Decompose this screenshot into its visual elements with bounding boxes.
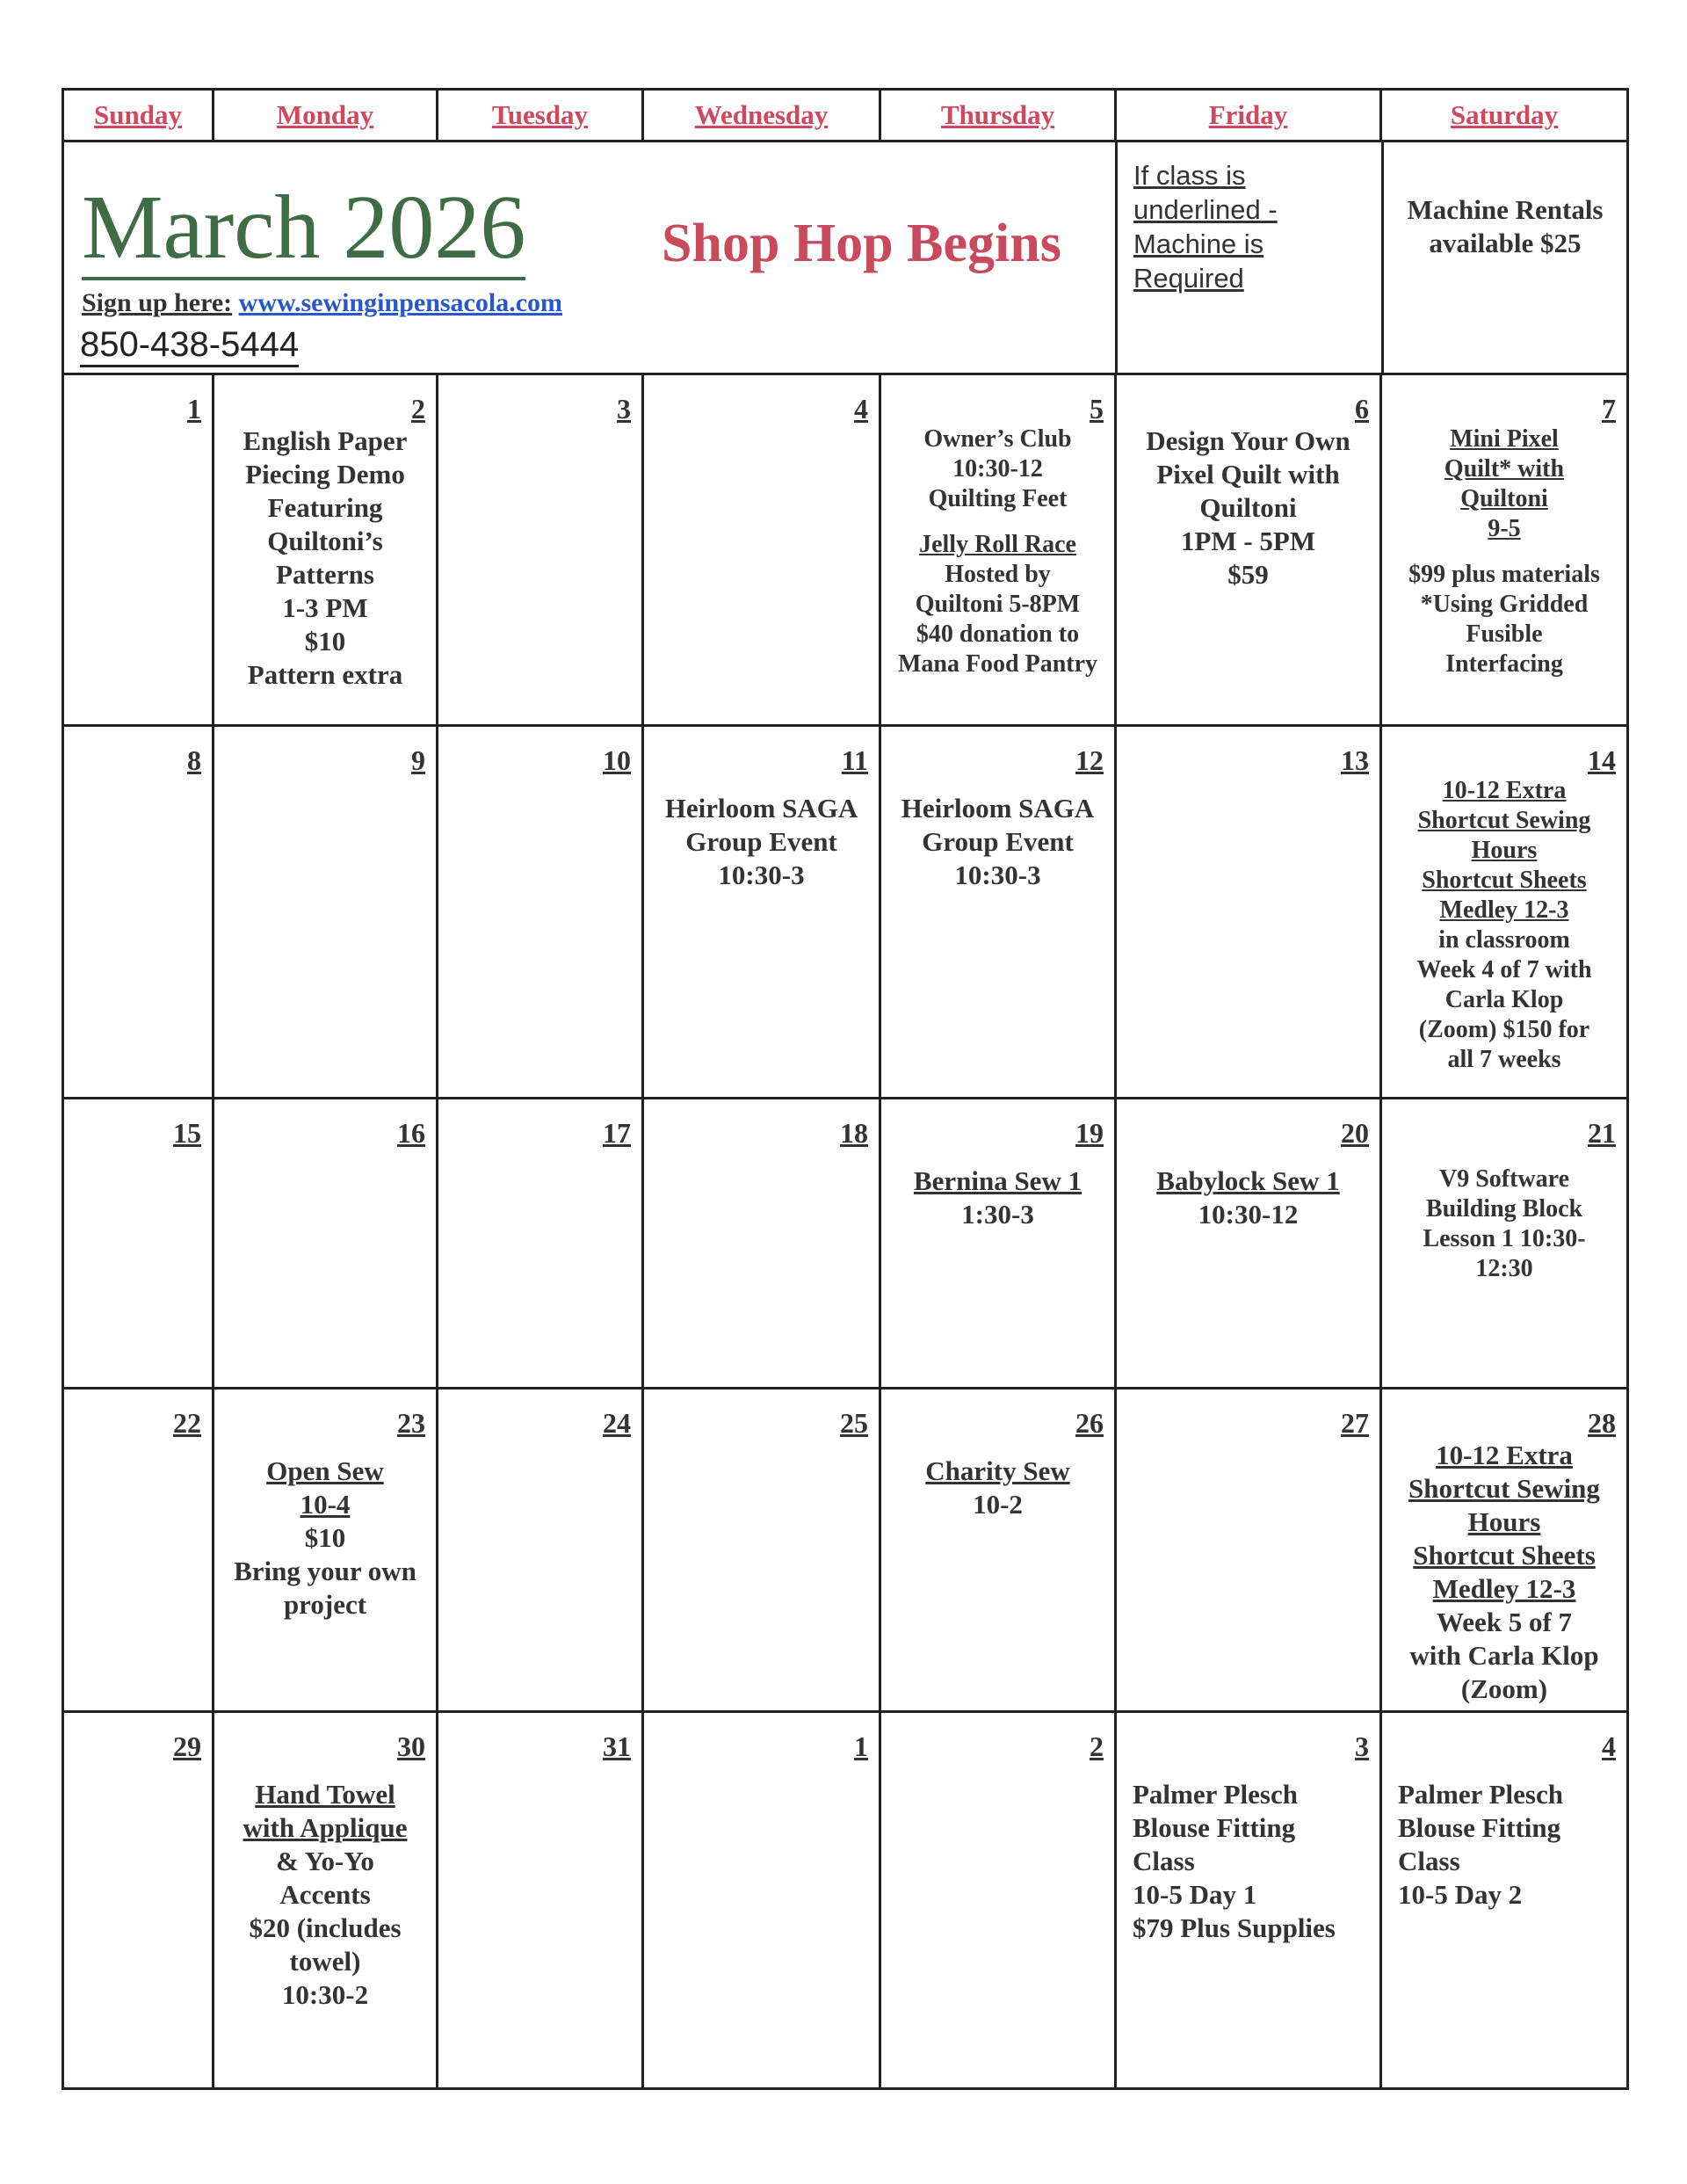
event-line: Featuring	[267, 492, 383, 523]
event-line: Mini Pixel	[1450, 425, 1559, 453]
event-line: Building Block	[1425, 1195, 1583, 1223]
spacer	[887, 1439, 1109, 1455]
event-line: all 7 weeks	[1447, 1046, 1561, 1073]
spacer	[220, 1762, 431, 1778]
month-title: March 2026	[82, 182, 525, 280]
event-line: Class	[1398, 1846, 1460, 1876]
shop-hop-heading: Shop Hop Begins	[662, 214, 1061, 273]
day-cell	[64, 1713, 214, 2089]
weekday-saturday: Saturday	[1450, 99, 1559, 130]
event-line: Quilt* with	[1444, 455, 1565, 483]
note-line: Required	[1133, 263, 1244, 294]
event-line: Week 5 of 7	[1436, 1607, 1573, 1637]
event-line: Group Event	[685, 826, 837, 857]
signup-link[interactable]: www.sewinginpensacola.com	[238, 288, 563, 317]
event-text	[220, 1439, 431, 1622]
day-cell	[1382, 727, 1626, 1099]
event-line: Pixel Quilt with	[1156, 459, 1340, 490]
event-line: Piecing Demo	[245, 459, 405, 490]
event-text	[1122, 1149, 1374, 1231]
day-cell	[214, 1713, 438, 2089]
phone-number: 850-438-5444	[80, 325, 299, 367]
event-line: Charity Sew	[925, 1455, 1070, 1486]
spacer	[649, 776, 873, 792]
event-line: $59	[1227, 559, 1269, 590]
day-cell	[1117, 727, 1382, 1099]
day-cell	[64, 375, 214, 727]
day-number: 19	[1075, 1117, 1104, 1149]
event-line: Week 4 of 7 with	[1416, 956, 1592, 983]
event-text	[1387, 1439, 1621, 1706]
day-cell	[1117, 1713, 1382, 2089]
event-line: Quiltoni	[1460, 485, 1548, 512]
event-line: Mana Food Pantry	[897, 650, 1098, 678]
event-line: $99 plus materials	[1408, 561, 1600, 588]
signup-label: Sign up here:	[82, 288, 233, 317]
day-cell	[644, 1713, 881, 2089]
event-text	[1133, 1762, 1374, 1945]
event-line: Owner’s Club	[923, 425, 1072, 453]
note-line: underlined -	[1133, 194, 1278, 225]
day-cell	[438, 1713, 644, 2089]
event-line: Palmer Plesch	[1398, 1779, 1563, 1810]
calendar	[62, 88, 1629, 2090]
day-number: 11	[841, 744, 868, 776]
note-line: If class is	[1133, 160, 1246, 191]
event-text	[887, 1149, 1109, 1231]
day-number: 12	[1075, 744, 1104, 776]
day-number: 14	[1588, 744, 1616, 776]
event-text	[887, 1439, 1109, 1521]
day-number: 21	[1588, 1117, 1616, 1149]
day-cell	[881, 1713, 1117, 2089]
event-line: 10-12 Extra	[1442, 777, 1567, 804]
event-line: 10-4	[300, 1489, 351, 1520]
spacer	[1398, 1762, 1621, 1778]
event-line: 12:30	[1475, 1255, 1533, 1282]
event-line: $10	[304, 626, 346, 657]
day-number: 13	[1341, 744, 1369, 776]
event-line: Quiltoni	[1199, 492, 1297, 523]
event-line: (Zoom) $150 for	[1418, 1016, 1590, 1043]
day-number: 8	[187, 744, 201, 776]
event-text	[220, 1762, 431, 2012]
day-number: 1	[187, 393, 201, 424]
event-text	[1387, 1149, 1621, 1284]
event-line: Bring your own	[234, 1556, 416, 1586]
day-number: 18	[840, 1117, 868, 1149]
day-cell	[214, 1389, 438, 1713]
spacer	[1387, 544, 1621, 560]
event-line: 1:30-3	[961, 1199, 1034, 1230]
day-number: 1	[854, 1731, 868, 1762]
event-line: project	[283, 1589, 367, 1620]
event-line: $79 Plus Supplies	[1133, 1912, 1336, 1943]
weekday-tuesday: Tuesday	[438, 91, 644, 140]
day-number: 29	[173, 1731, 201, 1762]
event-line: & Yo-Yo	[276, 1846, 374, 1876]
day-cell	[644, 1389, 881, 1713]
event-line: 10:30-3	[954, 860, 1041, 890]
event-line: Quilting Feet	[928, 485, 1068, 512]
event-line: Interfacing	[1445, 650, 1563, 678]
day-cell	[214, 727, 438, 1099]
event-line: Medley 12-3	[1432, 1573, 1576, 1604]
event-line: 10:30-2	[281, 1979, 369, 2010]
day-cell	[64, 1099, 214, 1389]
day-cell	[1117, 375, 1382, 727]
day-number: 17	[603, 1117, 631, 1149]
machine-required-note	[1118, 142, 1384, 373]
day-number: 30	[397, 1731, 425, 1762]
event-line: $20 (includes	[249, 1912, 402, 1943]
event-line: English Paper	[243, 425, 408, 456]
event-line: Heirloom SAGA	[664, 793, 858, 824]
event-line: Hosted by	[945, 561, 1051, 588]
event-line: 10:30-12	[1198, 1199, 1299, 1230]
event-line: $10	[304, 1522, 346, 1553]
event-text	[887, 424, 1109, 679]
event-line: Design Your Own	[1146, 425, 1350, 456]
event-line: 10-12 Extra	[1436, 1440, 1573, 1470]
event-line: Quiltoni’s	[267, 526, 383, 556]
day-cell	[1117, 1099, 1382, 1389]
day-cell	[881, 375, 1117, 727]
event-line: with Applique	[243, 1812, 408, 1843]
day-number: 2	[411, 393, 425, 424]
event-line: Pattern extra	[247, 659, 403, 690]
day-number: 15	[173, 1117, 201, 1149]
event-line: $40 donation to	[916, 620, 1080, 648]
day-cell	[644, 375, 881, 727]
event-line: Hours	[1467, 1506, 1541, 1537]
event-line: Heirloom SAGA	[901, 793, 1095, 824]
note-line: Machine is	[1133, 229, 1264, 259]
day-number: 3	[617, 393, 631, 424]
rental-line: Machine Rentals	[1407, 194, 1604, 225]
event-line: Medley 12-3	[1439, 896, 1569, 924]
event-line: 10-2	[973, 1489, 1023, 1520]
signup-line	[82, 288, 562, 318]
day-cell	[644, 1099, 881, 1389]
day-cell	[438, 727, 644, 1099]
event-text	[1122, 424, 1374, 591]
event-line: (Zoom)	[1460, 1673, 1548, 1704]
day-number: 20	[1341, 1117, 1369, 1149]
event-line: 10:30-12	[952, 455, 1043, 483]
event-text	[1398, 1762, 1621, 1912]
day-number: 3	[1355, 1731, 1369, 1762]
day-cell	[881, 1099, 1117, 1389]
event-line: Jelly Roll Race	[919, 531, 1076, 558]
event-line: 10-5 Day 2	[1398, 1879, 1523, 1910]
event-line: Shortcut Sheets	[1413, 1540, 1596, 1571]
day-number: 9	[411, 744, 425, 776]
day-number: 2	[1090, 1731, 1104, 1762]
day-cell	[1382, 375, 1626, 727]
event-line: 9-5	[1488, 515, 1521, 542]
day-cell	[644, 727, 881, 1099]
day-number: 10	[603, 744, 631, 776]
event-line: Quiltoni 5-8PM	[915, 591, 1081, 618]
event-line: 1PM - 5PM	[1180, 526, 1316, 556]
weekday-wednesday: Wednesday	[644, 91, 881, 140]
rental-line: available $25	[1429, 228, 1582, 258]
spacer	[887, 514, 1109, 530]
event-text	[220, 424, 431, 692]
event-line: with Carla Klop	[1409, 1640, 1599, 1671]
day-cell	[438, 1099, 644, 1389]
event-line: Class	[1133, 1846, 1195, 1876]
spacer	[887, 1149, 1109, 1165]
event-line: Blouse Fitting	[1133, 1812, 1296, 1843]
event-line: Group Event	[922, 826, 1074, 857]
event-line: Patterns	[276, 559, 374, 590]
weekday-header	[64, 91, 1626, 142]
spacer	[1133, 1762, 1374, 1778]
day-cell	[214, 375, 438, 727]
event-line: Hand Towel	[255, 1779, 395, 1810]
event-text	[1387, 424, 1621, 679]
event-line: towel)	[289, 1946, 361, 1977]
event-line: 10:30-3	[718, 860, 805, 890]
day-cell	[1382, 1713, 1626, 2089]
day-number: 5	[1090, 393, 1104, 424]
machine-rentals-note	[1384, 142, 1626, 373]
day-cell	[881, 1389, 1117, 1713]
event-line: Shortcut Sewing	[1408, 1473, 1600, 1504]
day-cell	[1117, 1389, 1382, 1713]
event-text	[1387, 776, 1621, 1075]
day-number: 4	[854, 393, 868, 424]
day-number: 16	[397, 1117, 425, 1149]
event-text	[887, 776, 1109, 892]
calendar-banner	[64, 142, 1626, 375]
event-line: Accents	[279, 1879, 371, 1910]
event-line: 1-3 PM	[282, 592, 368, 623]
day-cell	[881, 727, 1117, 1099]
day-number: 25	[840, 1407, 868, 1439]
event-line: Lesson 1 10:30-	[1423, 1225, 1586, 1252]
spacer	[1122, 1149, 1374, 1165]
day-number: 7	[1602, 393, 1616, 424]
day-number: 22	[173, 1407, 201, 1439]
day-cell	[64, 1389, 214, 1713]
event-line: Bernina Sew 1	[913, 1165, 1082, 1196]
day-number: 31	[603, 1731, 631, 1762]
day-cell	[64, 727, 214, 1099]
weekday-thursday: Thursday	[881, 91, 1117, 140]
event-line: Carla Klop	[1444, 986, 1564, 1013]
event-line: *Using Gridded	[1420, 591, 1589, 618]
day-number: 27	[1341, 1407, 1369, 1439]
day-number: 26	[1075, 1407, 1104, 1439]
event-line: Babylock Sew 1	[1156, 1165, 1340, 1196]
weekday-monday: Monday	[214, 91, 438, 140]
event-text	[649, 776, 873, 892]
day-number: 4	[1602, 1731, 1616, 1762]
day-cell	[1382, 1099, 1626, 1389]
day-cell	[438, 375, 644, 727]
banner-title-area	[64, 142, 1118, 373]
spacer	[220, 1439, 431, 1455]
day-number: 28	[1588, 1407, 1616, 1439]
day-grid	[64, 375, 1626, 2089]
event-line: Palmer Plesch	[1133, 1779, 1298, 1810]
event-line: 10-5 Day 1	[1133, 1879, 1257, 1910]
day-number: 6	[1355, 393, 1369, 424]
event-line: V9 Software	[1438, 1165, 1569, 1193]
event-line: Hours	[1471, 837, 1538, 864]
day-cell	[438, 1389, 644, 1713]
event-line: Shortcut Sheets	[1422, 867, 1587, 894]
day-cell	[1382, 1389, 1626, 1713]
spacer	[887, 776, 1109, 792]
spacer	[1387, 1149, 1621, 1165]
weekday-friday: Friday	[1117, 91, 1382, 140]
day-number: 24	[603, 1407, 631, 1439]
day-cell	[214, 1099, 438, 1389]
event-line: Open Sew	[266, 1455, 384, 1486]
event-line: Fusible	[1466, 620, 1543, 648]
day-number: 23	[397, 1407, 425, 1439]
event-line: in classroom	[1438, 926, 1570, 954]
event-line: Blouse Fitting	[1398, 1812, 1561, 1843]
event-line: Shortcut Sewing	[1417, 807, 1591, 834]
weekday-sunday: Sunday	[64, 91, 214, 140]
